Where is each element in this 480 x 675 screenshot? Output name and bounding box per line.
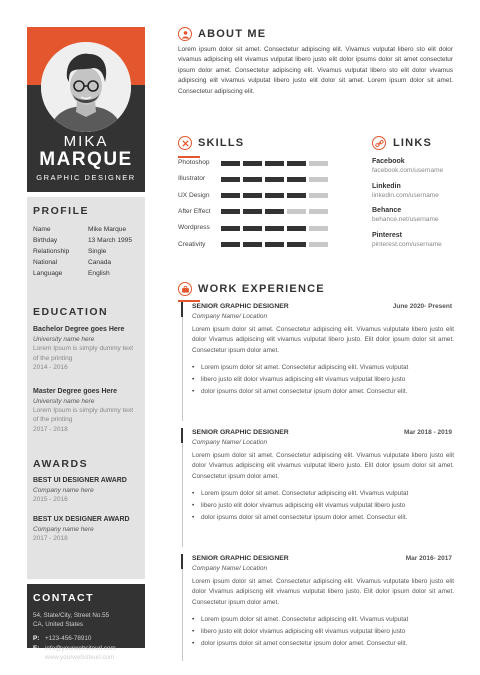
- skills-heading: SKILLS: [198, 137, 245, 149]
- link-name: Behance: [372, 207, 402, 214]
- profile-heading: PROFILE: [33, 205, 90, 217]
- phone-key: P:: [33, 635, 40, 642]
- contact-address: [33, 611, 139, 629]
- skill-segment: [265, 177, 284, 182]
- contact-email-row: [33, 644, 139, 654]
- address-line-2: CA, United States: [33, 621, 84, 628]
- last-name: MARQUE: [39, 149, 133, 170]
- job-timeline-line: [182, 317, 183, 421]
- skill-segment: [309, 209, 328, 214]
- profile-row: [33, 246, 139, 257]
- skill-name: Wordpress: [178, 224, 210, 232]
- skill-name: UX Design: [178, 191, 210, 199]
- profile-label: Relationship: [33, 248, 70, 255]
- work-heading: WORK EXPERIENCE: [198, 283, 325, 295]
- phone-value: +123-456-78910: [45, 635, 92, 642]
- skill-name: Illustrator: [178, 175, 206, 183]
- skill-segment: [287, 161, 306, 166]
- skill-segment: [309, 177, 328, 182]
- job-timeline-line: [182, 443, 183, 547]
- job-bullet-item: • libero justo elit dolor vivamus adipiscing elit vivamus vulputat libero justo: [192, 500, 454, 512]
- address-line-1: 54, State/City, Street No.55: [33, 612, 110, 619]
- skill-segment: [309, 161, 328, 166]
- award-item: [33, 515, 139, 544]
- skill-name: Photoshop: [178, 159, 210, 166]
- skill-segment: [243, 226, 262, 231]
- education-item: [33, 325, 139, 373]
- degree-title: Master Degree goes Here: [33, 387, 118, 395]
- job-description: Lorem ipsum dolor sit amet. Consectetur adipiscing elit. Vivamus vulputate libero justo elit dolor Vivamus adipiscng elit vivamus vulputat libero justo. Elit dolor ipsum dolor sit amet. Consectetur ipsum dolor amet.: [192, 578, 454, 606]
- profile-row: [33, 224, 139, 235]
- job-bullet-item: • libero justo elit dolor vivamus adipiscing elit vivamus vulputat libero justo: [192, 626, 454, 638]
- contact-phone-row: [33, 634, 139, 644]
- sidebar: [27, 27, 145, 661]
- job-bullet-item: • Lorem ipsum dolor sit amet. Consectetur adipiscing elit. Vivamus vulputat: [192, 614, 454, 626]
- first-name: MIKA: [63, 133, 109, 150]
- links-chain-icon: [372, 136, 386, 150]
- degree-title: Bachelor Degree goes Here: [33, 326, 125, 333]
- job-timeline-line: [182, 569, 183, 661]
- education-description: Lorem Ipsum is simply dummy text of the printing: [33, 406, 134, 423]
- email-value[interactable]: info@yourwebsiteurl.com: [45, 644, 116, 652]
- sidebar-panel: [27, 197, 145, 579]
- skill-segment: [287, 242, 306, 247]
- job-position: SENIOR GRAPHIC DESIGNER: [192, 303, 289, 310]
- education-heading: EDUCATION: [33, 306, 109, 318]
- avatar: [41, 42, 131, 132]
- skill-segment: [287, 177, 306, 182]
- skill-segment: [309, 242, 328, 247]
- job-position: SENIOR GRAPHIC DESIGNER: [192, 429, 289, 436]
- job-date: Mar 2016- 2017: [405, 555, 452, 562]
- skill-level-bar: [221, 226, 328, 231]
- university-name: University name here: [33, 397, 95, 405]
- education-list: [33, 325, 139, 434]
- education-description: Lorem Ipsum is simply dummy text of the printing: [33, 345, 134, 362]
- profile-label: Birthday: [33, 237, 58, 244]
- skills-tools-icon: [178, 136, 192, 150]
- job-timeline-marker: [181, 302, 183, 317]
- skill-segment: [287, 209, 306, 214]
- work-briefcase-icon: [178, 282, 192, 296]
- job-bullet-item: • dolor ipsums dolor sit amet consectetur ipsum dolor amet. Consectur elit.: [192, 386, 454, 398]
- skill-segment: [287, 226, 306, 231]
- profile-value: 13 March 1995: [88, 237, 132, 244]
- skill-segment: [243, 209, 262, 214]
- profile-section: [33, 205, 139, 279]
- job-bullets: [192, 488, 454, 524]
- award-title: BEST UX DESIGNER AWARD: [33, 515, 130, 523]
- skill-level-bar: [221, 193, 328, 198]
- skill-segment: [221, 242, 240, 247]
- skill-level-bar: [221, 242, 328, 247]
- skill-segment: [265, 209, 284, 214]
- profile-label: Language: [33, 270, 63, 277]
- profile-value: Canada: [88, 259, 112, 266]
- profile-row: [33, 257, 139, 268]
- job-date: June 2020- Present: [392, 303, 452, 310]
- profile-header: [27, 27, 145, 192]
- skill-segment: [243, 177, 262, 182]
- awards-list: [33, 476, 139, 543]
- skill-name: After Effect: [178, 207, 211, 215]
- avatar-portrait-icon: [41, 42, 131, 132]
- education-years: 2014 - 2016: [33, 364, 68, 371]
- link-url[interactable]: behance.net/username: [372, 216, 439, 223]
- skill-segment: [221, 161, 240, 166]
- job-description: Lorem ipsum dolor sit amet. Consectetur adipiscing elit. Vivamus vulputate libero justo elit dolor Vivamus adipiscing elit vivamus vulputat libero justo. Elit dolor ipsum dolor sit amet. Consectetur ipsum dolor amet.: [192, 326, 454, 354]
- contact-heading: CONTACT: [33, 592, 95, 604]
- skill-segment: [221, 193, 240, 198]
- skill-name: Creativity: [178, 240, 206, 248]
- profile-row: [33, 268, 139, 279]
- job-description: Lorem ipsum dolor sit amet. Consectetur adipiscing elit. Vivamus vulputate libero justo elit dolor Vivamus adipiscing elit vivamus vulputat libero justo. Elit dolor ipsum dolor sit amet. Consectetur ipsum dolor amet.: [192, 452, 454, 480]
- job-bullets: [192, 614, 454, 650]
- education-section: [33, 306, 139, 434]
- award-company: Company name here: [33, 525, 94, 533]
- skills-underline: [178, 156, 200, 158]
- job-position: SENIOR GRAPHIC DESIGNER: [192, 555, 289, 562]
- skill-segment: [309, 226, 328, 231]
- skill-segment: [265, 226, 284, 231]
- profile-table: [33, 224, 139, 279]
- profile-row: [33, 235, 139, 246]
- award-years: 2017 - 2018: [33, 534, 68, 542]
- job-bullet-item: • Lorem ipsum dolor sit amet. Consectetur adipiscing elit. Vivamus vulputat: [192, 362, 454, 374]
- profile-value: English: [88, 270, 110, 277]
- job-bullet-item: • dolor ipsums dolor sit amet consectetur ipsum dolor amet. Consectur elit.: [192, 638, 454, 650]
- skill-segment: [265, 193, 284, 198]
- skill-segment: [243, 161, 262, 166]
- skill-segment: [221, 209, 240, 214]
- contact-details: [33, 634, 139, 663]
- award-years: 2015 - 2016: [33, 496, 68, 503]
- profile-label: Name: [33, 226, 51, 233]
- skill-level-bar: [221, 209, 328, 214]
- email-key: E:: [33, 644, 40, 652]
- job-date: Mar 2018 - 2019: [403, 429, 452, 436]
- contact-web-row: [33, 653, 139, 663]
- skill-segment: [243, 193, 262, 198]
- about-text: Lorem ipsum dolor sit amet. Consectetur adipiscing elit. Vivamus vulputat libero sto elit dolor vivamus adipiscing elit vivamus vulputat libero justo elit dolor ipsums dolor sit amet consectetur ipsum dolor amet. Consectetur adipiscing elit. Vivamus vulputat libero sto elit dolor vivamus adipiscing elit vivamus vulputat libero justo elit dolor sit amet. Lorem ipsum dolor sit amet. Consectetur adipiscing elit.: [178, 46, 453, 95]
- link-name: Facebook: [372, 158, 405, 165]
- education-years: 2017 - 2018: [33, 425, 68, 433]
- skill-level-bar: [221, 177, 328, 182]
- job-bullets: [192, 362, 454, 398]
- link-name: Pinterest: [372, 231, 402, 239]
- links-heading: LINKS: [393, 137, 432, 149]
- profile-value: Single: [88, 248, 107, 255]
- profile-value: Mike Marque: [88, 226, 127, 233]
- job-company: Company Name/ Location: [192, 313, 268, 320]
- skill-segment: [265, 161, 284, 166]
- education-item: [33, 387, 139, 435]
- job-company: Company Name/ Location: [192, 565, 268, 572]
- job-timeline-marker: [181, 554, 183, 569]
- job-timeline-marker: [181, 428, 183, 443]
- web-key: W:: [33, 654, 41, 661]
- about-heading: ABOUT ME: [198, 28, 267, 40]
- web-value[interactable]: www.yourwebsiteurl.com: [45, 654, 115, 661]
- award-item: [33, 476, 139, 505]
- award-title: BEST UI DESIGNER AWARD: [33, 477, 127, 484]
- university-name: University name here: [33, 336, 95, 343]
- job-bullet-item: • libero justo elit dolor vivamus adipiscing elit vivamus vulputat libero justo: [192, 374, 454, 386]
- job-company: Company Name/ Location: [192, 439, 268, 446]
- skill-level-bar: [221, 161, 328, 166]
- awards-heading: AWARDS: [33, 458, 89, 470]
- skill-segment: [309, 193, 328, 198]
- about-user-icon: [178, 27, 192, 41]
- link-url[interactable]: facebook.com/username: [372, 167, 444, 174]
- link-name: Linkedin: [372, 182, 401, 190]
- job-bullet-item: • dolor ipsums dolor sit amet consectetur ipsum dolor amet. Consectur elit.: [192, 512, 454, 524]
- skill-segment: [287, 193, 306, 198]
- skill-segment: [221, 177, 240, 182]
- contact-section: [27, 584, 145, 661]
- profile-label: National: [33, 259, 58, 266]
- link-url[interactable]: pinterest.com/username: [372, 240, 442, 248]
- award-company: Company name here: [33, 487, 94, 494]
- skill-segment: [221, 226, 240, 231]
- job-title: GRAPHIC DESIGNER: [36, 173, 136, 182]
- link-url[interactable]: linkedin.com/username: [372, 191, 439, 199]
- awards-section: [33, 458, 139, 543]
- skill-segment: [265, 242, 284, 247]
- job-bullet-item: • Lorem ipsum dolor sit amet. Consectetur adipiscing elit. Vivamus vulputat: [192, 488, 454, 500]
- skill-segment: [243, 242, 262, 247]
